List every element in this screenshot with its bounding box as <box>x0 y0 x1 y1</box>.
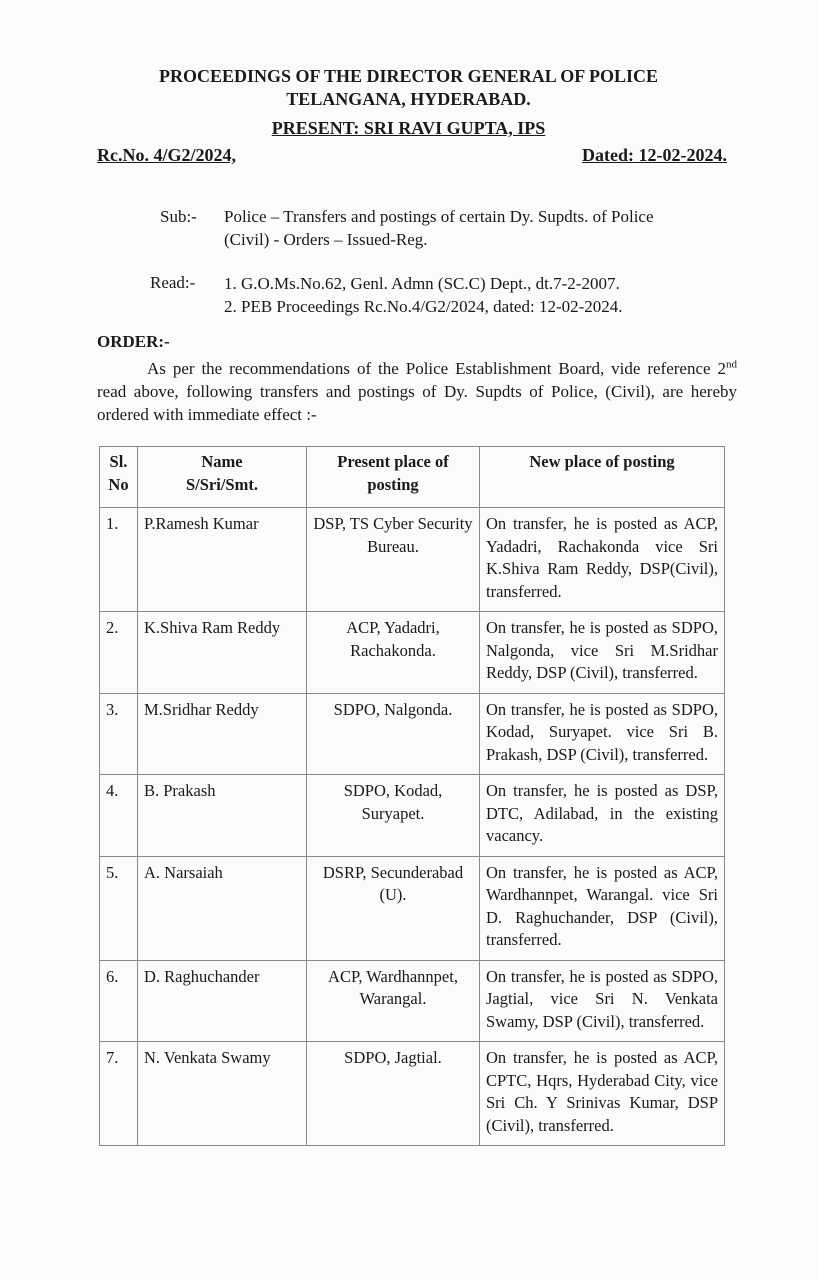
header-new-place: New place of posting <box>480 447 725 508</box>
table-row <box>100 508 725 612</box>
header-sl-no <box>100 447 138 508</box>
header-sl-line-2: No <box>108 474 129 494</box>
new-place-cell: On transfer, he is posted as SDPO, Nalgonda, vice Sri M.Sridhar Reddy, DSP (Civil), transferred. <box>480 612 725 694</box>
new-place-cell: On transfer, he is posted as SDPO, Jagtial, vice Sri N. Venkata Swamy, DSP (Civil), transferred. <box>480 960 725 1042</box>
header-name-line-1: Name <box>201 452 243 471</box>
sl-cell: 3. <box>100 693 138 775</box>
sl-cell: 5. <box>100 856 138 960</box>
table-header-row <box>100 447 725 508</box>
present-place-cell: SDPO, Kodad, Suryapet. <box>307 775 480 857</box>
present-place-cell: ACP, Wardhannpet, Warangal. <box>307 960 480 1042</box>
order-heading: ORDER:- <box>97 332 170 351</box>
subject-label: Sub:- <box>160 207 197 226</box>
new-place-cell: On transfer, he is posted as DSP, DTC, Adilabad, in the existing vacancy. <box>480 775 725 857</box>
subject-text <box>224 205 734 251</box>
read-item-1: 1. G.O.Ms.No.62, Genl. Admn (SC.C) Dept., dt.7-2-2007. <box>224 274 620 293</box>
heading-line-1: PROCEEDINGS OF THE DIRECTOR GENERAL OF POLICE <box>158 66 659 86</box>
header-name-line-2: S/Sri/Smt. <box>186 474 258 494</box>
order-text-superscript: nd <box>726 358 737 371</box>
present-place-cell: SDPO, Nalgonda. <box>307 693 480 775</box>
reference-number: Rc.No. 4/G2/2024, <box>97 145 236 165</box>
subject-line-2: (Civil) - Orders – Issued-Reg. <box>224 230 428 249</box>
new-place-cell: On transfer, he is posted as ACP, CPTC, Hqrs, Hyderabad City, vice Sri Ch. Y Srinivas Kumar, DSP (Civil), transferred. <box>480 1042 725 1146</box>
table-row <box>100 1042 725 1146</box>
table-row <box>100 693 725 775</box>
order-paragraph <box>97 357 737 426</box>
new-place-cell: On transfer, he is posted as SDPO, Kodad, Suryapet. vice Sri B. Prakash, DSP (Civil), transferred. <box>480 693 725 775</box>
sl-cell: 2. <box>100 612 138 694</box>
order-text-part-1: As per the recommendations of the Police Establishment Board, vide reference 2 <box>147 359 726 378</box>
present-place-cell: DSP, TS Cyber Security Bureau. <box>307 508 480 612</box>
table-row <box>100 775 725 857</box>
new-place-cell: On transfer, he is posted as ACP, Yadadri, Rachakonda vice Sri K.Shiva Ram Reddy, DSP(Civil), transferred. <box>480 508 725 612</box>
header-present-place: Present place of posting <box>307 447 480 508</box>
present-place-cell: DSRP, Secunderabad (U). <box>307 856 480 960</box>
present-officer: PRESENT: SRI RAVI GUPTA, IPS <box>271 118 546 138</box>
heading-line-2: TELANGANA, HYDERABAD. <box>286 89 531 109</box>
order-date: Dated: 12-02-2024. <box>582 145 727 165</box>
sl-cell: 6. <box>100 960 138 1042</box>
read-references <box>224 272 734 318</box>
table-row <box>100 960 725 1042</box>
postings-table <box>99 446 725 1146</box>
read-label: Read:- <box>150 273 196 292</box>
read-item-2: 2. PEB Proceedings Rc.No.4/G2/2024, dated: 12-02-2024. <box>224 297 623 316</box>
new-place-cell: On transfer, he is posted as ACP, Wardhannpet, Warangal. vice Sri D. Raghuchander, DSP (Civil), transferred. <box>480 856 725 960</box>
name-cell: M.Sridhar Reddy <box>138 693 307 775</box>
sl-cell: 7. <box>100 1042 138 1146</box>
name-cell: N. Venkata Swamy <box>138 1042 307 1146</box>
subject-line-1: Police – Transfers and postings of certain Dy. Supdts. of Police <box>224 207 654 226</box>
name-cell: B. Prakash <box>138 775 307 857</box>
present-place-cell: SDPO, Jagtial. <box>307 1042 480 1146</box>
sl-cell: 1. <box>100 508 138 612</box>
sl-cell: 4. <box>100 775 138 857</box>
header-sl-line-1: Sl. <box>109 452 128 471</box>
table-row <box>100 856 725 960</box>
order-text-part-2: read above, following transfers and postings of Dy. Supdts of Police, (Civil), are hereby ordered with immediate effect :- <box>97 382 737 424</box>
name-cell: K.Shiva Ram Reddy <box>138 612 307 694</box>
present-place-cell: ACP, Yadadri, Rachakonda. <box>307 612 480 694</box>
name-cell: A. Narsaiah <box>138 856 307 960</box>
name-cell: P.Ramesh Kumar <box>138 508 307 612</box>
table-row <box>100 612 725 694</box>
header-name <box>138 447 307 508</box>
name-cell: D. Raghuchander <box>138 960 307 1042</box>
